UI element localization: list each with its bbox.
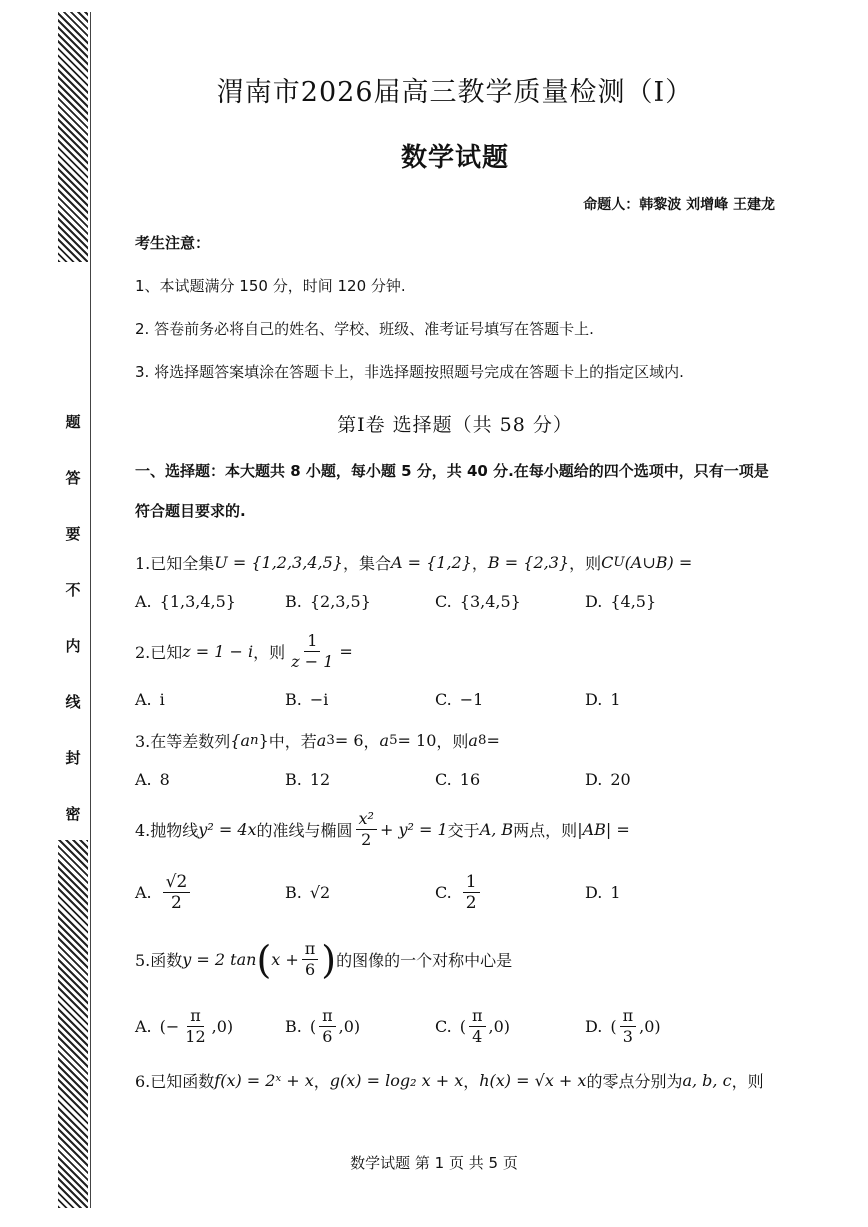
option-pre: (	[459, 1017, 467, 1036]
option-text: 20	[610, 770, 631, 789]
q3-a8: a	[468, 731, 478, 750]
q1-expr-sub: U	[613, 555, 625, 570]
option-text: −i	[309, 690, 329, 709]
binding-margin	[58, 12, 92, 1208]
q6-f: f(x) = 2ˣ + x	[214, 1071, 314, 1090]
option-label: D.	[585, 592, 603, 611]
q4-parabola: y² = 4x	[198, 820, 257, 839]
q3-a5-sub: 5	[389, 733, 398, 748]
option-text: 16	[459, 770, 481, 789]
q1-mid1: ，集合	[342, 554, 391, 573]
q3-a5: a	[379, 731, 390, 750]
q2-mid: ，则	[253, 643, 286, 662]
q4-mid3: 两点，则	[513, 821, 578, 840]
option-post: ,0)	[338, 1017, 361, 1036]
seal-char: 封	[65, 749, 81, 767]
option-fraction	[469, 1006, 486, 1047]
q5-options	[135, 1006, 775, 1047]
question-3	[135, 729, 775, 752]
option-label: A.	[135, 883, 152, 902]
q2-option-b[interactable]	[285, 690, 435, 709]
seal-char: 题	[65, 413, 81, 431]
q5-suffix: 的图像的一个对称中心是	[336, 951, 513, 970]
q2-fraction	[288, 631, 336, 672]
seal-char: 答	[65, 469, 81, 487]
option-text: −1	[459, 690, 484, 709]
q6-h: h(x) = √x + x	[479, 1071, 587, 1090]
q3-a8-sub: 8	[477, 733, 487, 748]
q4-ell-num: x²	[356, 809, 377, 830]
option-label: D.	[585, 690, 603, 709]
option-fraction	[319, 1006, 336, 1047]
option-label: A.	[135, 690, 152, 709]
q5-func: y = 2 tan	[182, 950, 257, 969]
q4-option-c[interactable]	[435, 872, 585, 913]
option-label: B.	[285, 1017, 302, 1036]
seal-char: 内	[65, 637, 81, 655]
option-num: π	[469, 1006, 486, 1027]
exam-title: 渭南市2026届高三教学质量检测（Ⅰ）	[216, 77, 694, 108]
q6-g: g(x) = log₂ x + x	[329, 1071, 464, 1090]
q5-option-c[interactable]	[435, 1006, 585, 1047]
option-label: A.	[135, 1017, 152, 1036]
option-post: ,0)	[211, 1017, 234, 1036]
option-num: π	[187, 1006, 204, 1027]
q4-mid2: 交于	[447, 821, 480, 840]
seal-char: 密	[65, 805, 81, 823]
q6-suffix: 的零点分别为	[586, 1072, 683, 1091]
option-label: C.	[435, 592, 452, 611]
question-5	[135, 939, 775, 980]
exam-page	[135, 70, 775, 1092]
option-label: D.	[585, 1017, 603, 1036]
option-label: D.	[585, 883, 603, 902]
q1-set-u: U = {1,2,3,4,5}	[214, 553, 343, 572]
question-2	[135, 631, 775, 672]
q1-prefix: 1.已知全集	[135, 554, 215, 573]
option-pre: (	[610, 1017, 617, 1036]
q3-a5-val: = 10	[397, 731, 437, 750]
option-label: B.	[285, 592, 302, 611]
section-title: 第Ⅰ卷 选择题（共 58 分）	[337, 414, 573, 436]
seal-char: 线	[65, 693, 81, 711]
binding-divider	[90, 12, 91, 1208]
page-footer: 数学试题 第 1 页 共 5 页	[350, 1154, 518, 1172]
q4-option-b[interactable]	[285, 883, 435, 902]
q6-tail: ，则	[731, 1072, 764, 1091]
q3-a3-sub: 3	[326, 733, 335, 748]
q3-mid1: 中，若	[268, 732, 317, 751]
question-1	[135, 551, 775, 574]
q3-option-a[interactable]	[135, 770, 285, 789]
q5-prefix: 5.函数	[135, 951, 183, 970]
option-text: {2,3,5}	[309, 592, 371, 611]
q5-option-d[interactable]	[585, 1006, 735, 1047]
q2-option-c[interactable]	[435, 690, 585, 709]
option-label: D.	[585, 770, 603, 789]
q4-points: A, B	[479, 820, 514, 839]
seal-char: 要	[65, 525, 81, 543]
option-text: 8	[159, 770, 170, 789]
option-label: C.	[435, 883, 452, 902]
option-text: 1	[610, 690, 621, 709]
q1-mid3: ，则	[569, 554, 602, 573]
option-post: ,0)	[488, 1017, 511, 1036]
q4-option-a[interactable]	[135, 872, 285, 913]
option-text: 12	[309, 770, 331, 789]
q5-option-b[interactable]	[285, 1006, 435, 1047]
q3-a3-val: = 6	[334, 731, 364, 750]
q3-seq-close: }	[258, 731, 269, 750]
exam-subtitle: 数学试题	[400, 143, 509, 173]
q1-option-b[interactable]	[285, 592, 435, 611]
option-label: A.	[135, 592, 152, 611]
option-label: C.	[435, 1017, 452, 1036]
notice-item: 2. 答卷前务必将自己的姓名、学校、班级、准考证号填写在答题卡上.	[135, 320, 594, 338]
q3-seq-sub: n	[250, 733, 259, 748]
q1-options	[135, 592, 775, 611]
option-den: 4	[472, 1027, 483, 1046]
option-text: {4,5}	[610, 592, 657, 611]
option-num: 1	[463, 872, 480, 893]
binding-hatch-top	[58, 12, 88, 262]
q3-option-b[interactable]	[285, 770, 435, 789]
option-num: π	[319, 1006, 336, 1027]
q1-option-a[interactable]	[135, 592, 285, 611]
option-den: 2	[465, 893, 477, 913]
q1-option-c[interactable]	[435, 592, 585, 611]
option-label: B.	[285, 690, 302, 709]
q3-mid3: ，则	[436, 732, 469, 751]
q2-option-d[interactable]	[585, 690, 735, 709]
q6-sep2: ，	[463, 1072, 480, 1091]
question-4	[135, 809, 775, 850]
notice-item: 1、本试题满分 150 分，时间 120 分钟.	[135, 277, 406, 295]
seal-line-text	[58, 412, 88, 860]
q3-mid2: ，	[363, 732, 380, 751]
q3-a8-val: =	[486, 731, 500, 750]
q1-expr2: (A∪B) =	[624, 553, 693, 572]
option-den: 12	[185, 1027, 206, 1046]
notice-item: 3. 将选择题答案填涂在答题卡上，非选择题按照题号完成在答题卡上的指定区域内.	[135, 363, 684, 381]
option-text: 1	[610, 883, 621, 902]
q1-expr: C	[601, 553, 614, 572]
q5-pi-num: π	[302, 939, 319, 960]
q4-ell-rest: + y² = 1	[379, 820, 448, 839]
q3-option-d[interactable]	[585, 770, 735, 789]
q4-abs: |AB| =	[577, 820, 630, 839]
option-den: 2	[171, 893, 182, 913]
q5-pi-fraction	[302, 939, 319, 980]
option-label: C.	[435, 690, 452, 709]
option-text: {3,4,5}	[459, 592, 521, 611]
option-num: √2	[163, 872, 191, 893]
authors-line: 命题人：韩黎波 刘增峰 王建龙	[583, 197, 775, 213]
q2-options	[135, 690, 775, 709]
q4-ell-den: 2	[361, 830, 372, 849]
q4-ellipse-fraction	[356, 809, 377, 850]
q3-prefix: 3.在等差数列	[135, 732, 231, 751]
q2-prefix: 2.已知	[135, 643, 183, 662]
q4-mid1: 的准线与椭圆	[256, 821, 353, 840]
q3-option-c[interactable]	[435, 770, 585, 789]
option-post: ,0)	[639, 1017, 661, 1036]
q1-mid2: ，	[471, 554, 488, 573]
q4-options	[135, 872, 775, 913]
notice-title: 考生注意：	[135, 234, 211, 252]
option-den: 3	[622, 1027, 633, 1046]
q3-options	[135, 770, 775, 789]
q5-paren-close: )	[321, 937, 337, 982]
option-text: √2	[309, 883, 331, 902]
q4-option-d[interactable]	[585, 883, 735, 902]
q4-prefix: 4.抛物线	[135, 821, 199, 840]
q3-a3: a	[316, 731, 327, 750]
option-num: π	[620, 1006, 637, 1027]
q5-paren-open: (	[256, 937, 272, 982]
q5-arg: x +	[271, 950, 299, 969]
q2-z: z = 1 − i	[182, 642, 254, 661]
option-fraction	[182, 1006, 208, 1047]
option-fraction	[463, 872, 480, 913]
option-pre: (	[309, 1017, 317, 1036]
q5-option-a[interactable]	[135, 1006, 285, 1047]
option-fraction	[620, 1006, 637, 1047]
option-label: B.	[285, 770, 302, 789]
question-6	[135, 1069, 775, 1092]
q1-option-d[interactable]	[585, 592, 735, 611]
q6-prefix: 6.已知函数	[135, 1072, 215, 1091]
q2-den: z − 1	[291, 652, 334, 671]
q1-set-b: B = {2,3}	[487, 553, 570, 572]
option-label: B.	[285, 883, 302, 902]
option-text: {1,3,4,5}	[159, 592, 236, 611]
q2-num: 1	[304, 631, 320, 652]
option-text: i	[159, 690, 165, 709]
section-intro: 一、选择题：本大题共 8 小题，每小题 5 分，共 40 分.在每小题给的四个选项中，只有一项是符合题目要求的.	[135, 462, 769, 520]
option-fraction	[163, 872, 191, 913]
q1-set-a: A = {1,2}	[390, 553, 472, 572]
q6-sep1: ，	[313, 1072, 330, 1091]
q5-pi-den: 6	[304, 960, 316, 979]
option-den: 6	[322, 1027, 333, 1046]
option-label: C.	[435, 770, 452, 789]
q2-option-a[interactable]	[135, 690, 285, 709]
seal-char: 不	[65, 581, 81, 599]
option-label: A.	[135, 770, 152, 789]
q2-suffix: =	[339, 642, 353, 661]
q6-zeros: a, b, c	[682, 1071, 732, 1090]
q3-seq: {a	[230, 731, 250, 750]
option-pre: (−	[159, 1017, 180, 1036]
